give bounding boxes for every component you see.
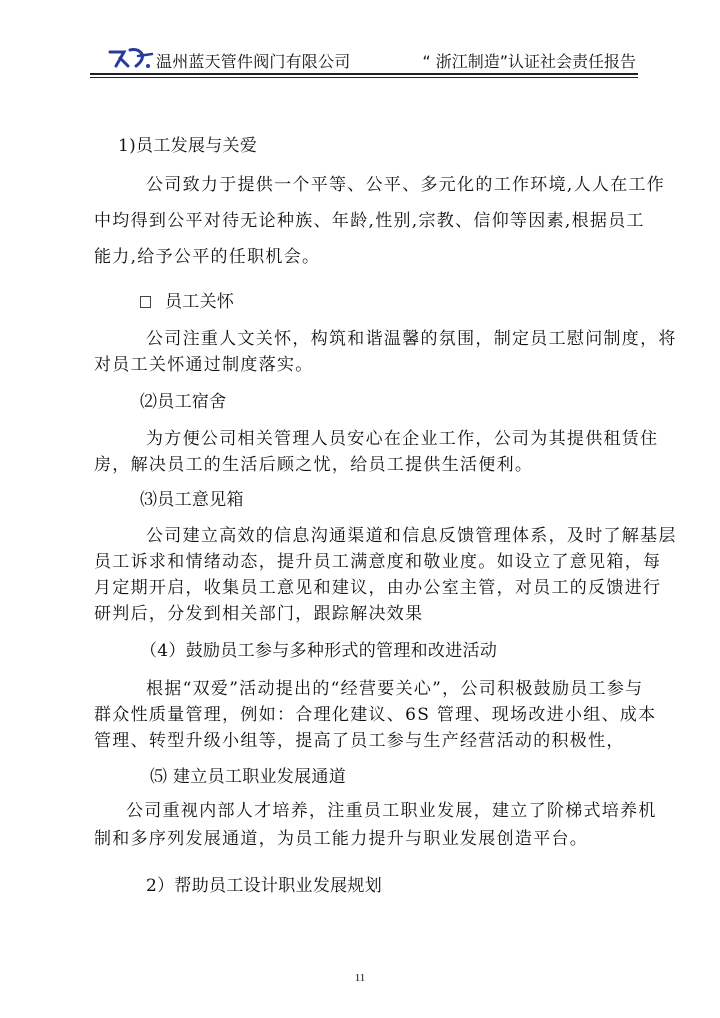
paragraph-line: 公司重视内部人才培养，注重员工职业发展，建立了阶梯式培养机 [126,801,657,821]
paragraph-line: 公司注重人文关怀，构筑和谐温馨的氛围，制定员工慰问制度，将 [146,329,677,349]
paragraph-line: 公司建立高效的信息沟通渠道和信息反馈管理体系，及时了解基层 [146,526,677,546]
company-name: 温州蓝天管件阀门有限公司 [156,52,351,71]
paragraph-line: 对员工关怀通过制度落实。 [94,355,314,375]
header-divider [90,73,638,75]
page-number: 11 [354,972,366,984]
header-divider-thin [90,77,638,78]
paragraph-line: 月定期开启，收集员工意见和建议，由办公室主管，对员工的反馈进行 [94,578,662,598]
paragraph-line: 中均得到公平对待无论种族、年龄,性别,宗教、信仰等因素,根据员工 [94,211,645,231]
paragraph-line: 公司致力于提供一个平等、公平、多元化的工作环境,人人在工作 [146,175,666,195]
bullet-box-icon [140,296,151,308]
paragraph-line: 管理、转型升级小组等，提高了员工参与生产经营活动的积极性， [94,731,625,751]
career-channel-heading: ⑸ 建立员工职业发展通道 [150,767,347,787]
paragraph-line: 能力,给予公平的任职机会。 [94,247,321,267]
section-1-heading: 1)员工发展与关爱 [118,136,258,156]
company-logo-icon [108,46,154,70]
paragraph-line: 为方便公司相关管理人员安心在企业工作，公司为其提供租赁住 [146,429,659,449]
report-title: “ 浙江制造”认证社会责任报告 [422,52,636,71]
paragraph-line: 制和多序列发展通道，为员工能力提升与职业发展创造平台。 [94,829,589,849]
paragraph-line: 研判后，分发到相关部门，跟踪解决效果 [94,604,424,624]
care-heading [140,292,234,312]
dorm-heading: ⑵员工宿舍 [140,392,227,412]
paragraph-line: 员工诉求和情绪动态，提升员工满意度和敬业度。如设立了意见箱，每 [94,552,662,572]
suggestion-box-heading: ⑶员工意见箱 [140,490,244,510]
paragraph-line: 群众性质量管理，例如：合理化建议、6S 管理、现场改进小组、成本 [94,705,657,725]
care-heading-text: 员工关怀 [165,292,235,312]
paragraph-line: 房，解决员工的生活后顾之忧，给员工提供生活便利。 [94,455,534,475]
page-header [90,38,640,72]
section-2-heading: 2）帮助员工设计职业发展规划 [146,876,383,896]
paragraph-line: 根据“双爱”活动提出的“经营要关心”，公司积极鼓励员工参与 [146,679,644,699]
encourage-heading: （4）鼓励员工参与多种形式的管理和改进活动 [140,641,498,661]
